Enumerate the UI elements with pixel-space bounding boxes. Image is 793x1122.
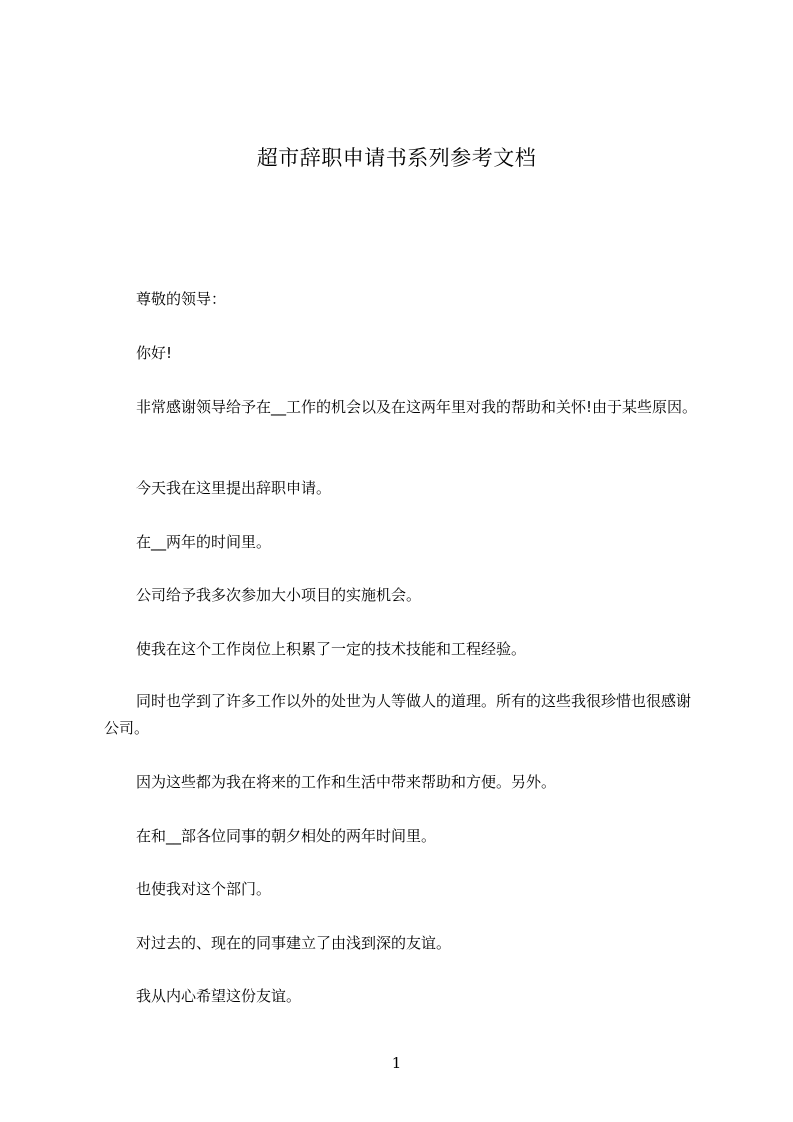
greeting: 你好!: [136, 344, 173, 362]
document-title: 超市辞职申请书系列参考文档: [256, 146, 537, 170]
paragraph-10: 对过去的、现在的同事建立了由浅到深的友谊。: [136, 934, 452, 952]
page-number: 1: [391, 1054, 402, 1072]
paragraph-3: 在__两年的时间里。: [136, 533, 272, 551]
paragraph-5: 使我在这个工作岗位上积累了一定的技术技能和工程经验。: [136, 640, 527, 658]
paragraph-11: 我从内心希望这份友谊。: [136, 987, 302, 1005]
salutation: 尊敬的领导：: [136, 290, 227, 308]
paragraph-7: 因为这些都为我在将来的工作和生活中带来帮助和方便。另外。: [136, 773, 557, 791]
paragraph-8: 在和__部各位同事的朝夕相处的两年时间里。: [136, 827, 437, 845]
paragraph-1: 非常感谢领导给予在__工作的机会以及在这两年里对我的帮助和关怀!由于某些原因。: [136, 398, 698, 416]
paragraph-2: 今天我在这里提出辞职申请。: [136, 479, 332, 497]
paragraph-9: 也使我对这个部门。: [136, 880, 272, 898]
paragraph-4: 公司给予我多次参加大小项目的实施机会。: [136, 586, 422, 604]
paragraph-6: 同时也学到了许多工作以外的处世为人等做人的道理。所有的这些我很珍惜也很感谢公司。: [104, 692, 692, 737]
